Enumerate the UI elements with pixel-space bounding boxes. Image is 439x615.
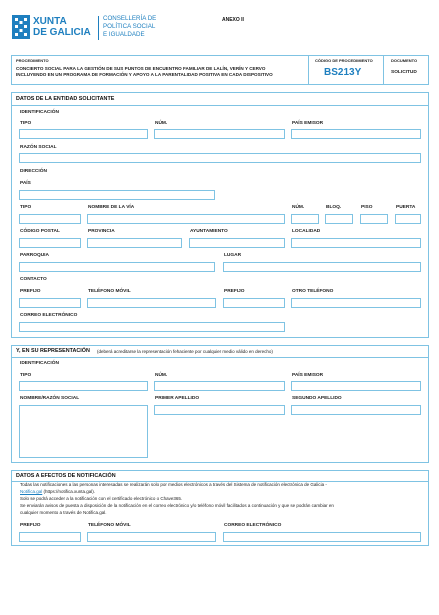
rep-identification-label: IDENTIFICACIÓN — [20, 361, 59, 366]
procedure-label: PROCEDIMENTO — [16, 58, 49, 63]
localidad-label: LOCALIDAD — [292, 229, 321, 234]
notifica-link[interactable]: Notifica.gal — [20, 489, 43, 494]
rep-nombre-label: NOMBRE/RAZÓN SOCIAL — [20, 396, 80, 401]
notif-correo-field[interactable] — [223, 532, 421, 542]
razon-social-field[interactable] — [19, 153, 421, 163]
codigo-postal-label: CÓDIGO POSTAL — [20, 229, 60, 234]
provincia-label: PROVINCIA — [88, 229, 115, 234]
puerta-label: PUERTA — [396, 205, 416, 210]
notif-telefono-field[interactable] — [87, 532, 216, 542]
entity-num-field[interactable] — [154, 129, 285, 139]
conselleria-line-2: POLÍTICA SOCIAL — [103, 23, 156, 30]
provincia-field[interactable] — [87, 238, 182, 248]
representation-title-rule — [11, 357, 429, 358]
notification-title: DATOS A EFECTOS DE NOTIFICACIÓN — [16, 473, 116, 479]
razon-social-label: RAZÓN SOCIAL — [20, 145, 57, 150]
notif-prefijo-label: PREFIJO — [20, 523, 41, 528]
tipo-via-label: TIPO — [20, 205, 32, 210]
ayuntamiento-field[interactable] — [189, 238, 285, 248]
galicia-emblem-icon — [12, 15, 30, 39]
entity-tipo-label: TIPO — [20, 121, 32, 126]
representation-note: (deberá acreditarse la representación fehaciente por cualquier medio válido en derecho) — [97, 349, 273, 354]
entity-identification-label: IDENTIFICACIÓN — [20, 110, 59, 115]
entity-pais-emisor-label: PAÍS EMISOR — [292, 121, 324, 126]
document-label: DOCUMENTO — [391, 58, 418, 63]
logo-text-2: DE GALICIA — [33, 27, 91, 38]
rep-segundo-apellido-label: SEGUNDO APELLIDO — [292, 396, 342, 401]
procedure-divider-2 — [383, 55, 384, 85]
rep-primer-apellido-label: PRIMER APELLIDO — [155, 396, 200, 401]
rep-tipo-field[interactable] — [19, 381, 148, 391]
bloq-field[interactable] — [325, 214, 353, 224]
puerta-field[interactable] — [395, 214, 421, 224]
rep-tipo-label: TIPO — [20, 373, 32, 378]
correo-label: CORREO ELECTRÓNICO — [20, 313, 78, 318]
codigo-postal-field[interactable] — [19, 238, 81, 248]
contacto-label: CONTACTO — [20, 277, 47, 282]
nombre-via-field[interactable] — [87, 214, 285, 224]
otro-telefono-field[interactable] — [291, 298, 421, 308]
piso-field[interactable] — [360, 214, 388, 224]
notification-line-4: Se enviarán avisos de puesta a disposición de la notificación en el correo electrónico y/o teléfono móvil facilitados a continuación y que se podrán cambiar en — [20, 503, 334, 508]
rep-pais-emisor-field[interactable] — [291, 381, 421, 391]
prefijo-label: PREFIJO — [20, 289, 41, 294]
notification-line-1: Todas las notificaciones a las personas interesadas se realizarán solo por medios electrónicos a través del Sistema de notificación electrónica de Galicia - — [20, 482, 327, 487]
correo-field[interactable] — [19, 322, 285, 332]
notif-prefijo-field[interactable] — [19, 532, 81, 542]
procedure-text-2: INCLUYENDO EN UN PROGRAMA DE FORMACIÓN Y APOYO A LA PARENTALIDAD POSITIVA EN CADA DISPOSITIVO — [16, 72, 273, 77]
prefijo2-label: PREFIJO — [224, 289, 245, 294]
rep-primer-apellido-field[interactable] — [154, 405, 285, 415]
ayuntamiento-label: AYUNTAMIENTO — [190, 229, 228, 234]
lugar-field[interactable] — [223, 262, 421, 272]
notification-line-2 — [20, 490, 95, 495]
procedure-code-value: BS213Y — [324, 67, 362, 78]
xunta-logo — [12, 15, 92, 41]
parroquia-field[interactable] — [19, 262, 215, 272]
entity-pais-emisor-field[interactable] — [291, 129, 421, 139]
lugar-label: LUGAR — [224, 253, 242, 258]
document-value: SOLICITUD — [391, 70, 417, 75]
conselleria-line-1: CONSELLERÍA DE — [103, 15, 157, 22]
telefono-movil-field[interactable] — [87, 298, 216, 308]
rep-segundo-apellido-field[interactable] — [291, 405, 421, 415]
notifica-url: (https://notifica.xunta.gal). — [42, 489, 96, 494]
localidad-field[interactable] — [291, 238, 421, 248]
notification-line-3: Solo se podrá acceder a la notificación con el certificado electrónico o Chave365. — [20, 496, 183, 501]
piso-label: PISO — [361, 205, 373, 210]
notification-line-5: cualquier momento a través de Notifica.gal. — [20, 510, 107, 515]
telefono-movil-label: TELÉFONO MÓVIL — [88, 289, 131, 294]
prefijo-field[interactable] — [19, 298, 81, 308]
entity-title-rule — [11, 105, 429, 106]
rep-nombre-field[interactable] — [19, 405, 148, 458]
pais-label: PAÍS — [20, 181, 31, 186]
pais-field[interactable] — [19, 190, 215, 200]
direccion-label: DIRECCIÓN — [20, 169, 47, 174]
logo-text-1: XUNTA — [33, 16, 67, 27]
annex-label: ANEXO II — [222, 17, 244, 23]
tipo-via-field[interactable] — [19, 214, 81, 224]
rep-num-label: NÚM. — [155, 373, 168, 378]
parroquia-label: PARROQUIA — [20, 253, 49, 258]
logo-divider — [98, 16, 99, 40]
notif-telefono-label: TELÉFONO MÓVIL — [88, 523, 131, 528]
procedure-code-label: CÓDIGO DE PROCEDIMIENTO — [315, 58, 373, 63]
representation-title: Y, EN SU REPRESENTACIÓN — [16, 348, 90, 354]
otro-telefono-label: OTRO TELÉFONO — [292, 289, 334, 294]
procedure-divider-1 — [308, 55, 309, 85]
conselleria-line-3: E IGUALDADE — [103, 31, 145, 38]
entity-tipo-field[interactable] — [19, 129, 148, 139]
num-via-field[interactable] — [291, 214, 319, 224]
rep-num-field[interactable] — [154, 381, 285, 391]
bloq-label: BLOQ. — [326, 205, 342, 210]
rep-pais-emisor-label: PAÍS EMISOR — [292, 373, 324, 378]
entity-title: DATOS DE LA ENTIDAD SOLICITANTE — [16, 96, 115, 102]
procedure-text-1: CONCIERTO SOCIAL PARA LA GESTIÓN DE SUS PUNTOS DE ENCUENTRO FAMILIAR DE LALÍN, VERÍN Y CERVO — [16, 66, 266, 71]
nombre-via-label: NOMBRE DE LA VÍA — [88, 205, 135, 210]
notif-correo-label: CORREO ELECTRÓNICO — [224, 523, 282, 528]
entity-num-label: NÚM. — [155, 121, 168, 126]
prefijo2-field[interactable] — [223, 298, 285, 308]
num-via-label: NÚM. — [292, 205, 305, 210]
